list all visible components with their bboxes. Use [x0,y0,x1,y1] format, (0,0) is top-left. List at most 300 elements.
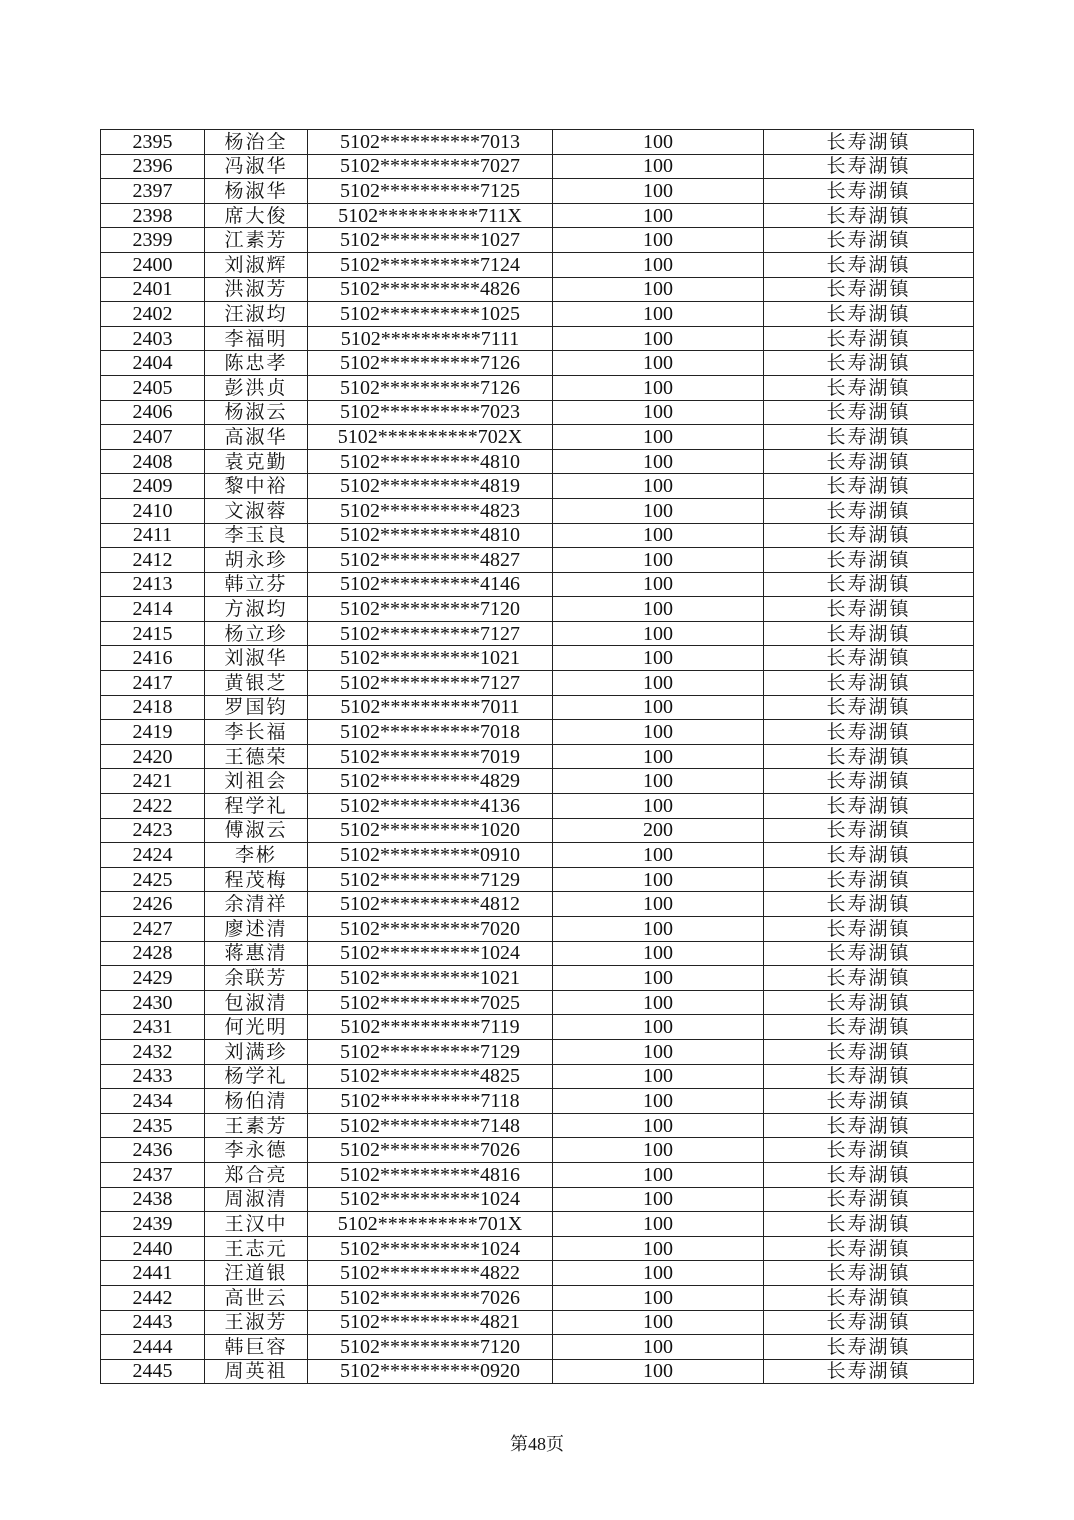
table-row [101,1236,974,1261]
name-cell: 郑合亮 [205,1162,308,1187]
amount-cell: 100 [553,400,764,425]
table-row [101,695,974,720]
row-number-cell: 2443 [101,1310,205,1335]
town-cell: 长寿湖镇 [764,818,974,843]
name-cell: 周英祖 [205,1359,308,1384]
table-row [101,1285,974,1310]
town-cell: 长寿湖镇 [764,1236,974,1261]
id-number-cell: 5102**********4812 [308,892,553,917]
id-number-cell: 5102**********4827 [308,548,553,573]
town-cell: 长寿湖镇 [764,1212,974,1237]
name-cell: 周淑清 [205,1187,308,1212]
row-number-cell: 2409 [101,474,205,499]
table-row [101,326,974,351]
town-cell: 长寿湖镇 [764,917,974,942]
town-cell: 长寿湖镇 [764,326,974,351]
id-number-cell: 5102**********7125 [308,179,553,204]
name-cell: 文淑蓉 [205,498,308,523]
table-row [101,1039,974,1064]
town-cell: 长寿湖镇 [764,1138,974,1163]
table-row [101,375,974,400]
amount-cell: 100 [553,1089,764,1114]
table-row [101,818,974,843]
name-cell: 杨淑华 [205,179,308,204]
id-number-cell: 5102**********4829 [308,769,553,794]
name-cell: 黎中裕 [205,474,308,499]
table-row [101,1187,974,1212]
amount-cell: 100 [553,154,764,179]
id-number-cell: 5102**********1021 [308,966,553,991]
row-number-cell: 2419 [101,720,205,745]
town-cell: 长寿湖镇 [764,203,974,228]
name-cell: 李永德 [205,1138,308,1163]
row-number-cell: 2430 [101,990,205,1015]
id-number-cell: 5102**********4823 [308,498,553,523]
name-cell: 王素芳 [205,1113,308,1138]
row-number-cell: 2440 [101,1236,205,1261]
name-cell: 韩立芬 [205,572,308,597]
id-number-cell: 5102**********7124 [308,252,553,277]
amount-cell: 100 [553,203,764,228]
amount-cell: 100 [553,1212,764,1237]
table-row [101,1212,974,1237]
town-cell: 长寿湖镇 [764,1113,974,1138]
amount-cell: 100 [553,1138,764,1163]
table-row [101,130,974,155]
table-row [101,1359,974,1384]
name-cell: 汪道银 [205,1261,308,1286]
name-cell: 刘淑辉 [205,252,308,277]
row-number-cell: 2421 [101,769,205,794]
id-number-cell: 5102**********1020 [308,818,553,843]
name-cell: 杨学礼 [205,1064,308,1089]
id-number-cell: 5102**********0910 [308,843,553,868]
amount-cell: 100 [553,228,764,253]
town-cell: 长寿湖镇 [764,867,974,892]
amount-cell: 100 [553,695,764,720]
id-number-cell: 5102**********4822 [308,1261,553,1286]
row-number-cell: 2438 [101,1187,205,1212]
town-cell: 长寿湖镇 [764,1335,974,1360]
name-cell: 高淑华 [205,425,308,450]
amount-cell: 100 [553,1310,764,1335]
amount-cell: 100 [553,498,764,523]
town-cell: 长寿湖镇 [764,990,974,1015]
amount-cell: 100 [553,1359,764,1384]
name-cell: 袁克勤 [205,449,308,474]
amount-cell: 100 [553,1015,764,1040]
id-number-cell: 5102**********7119 [308,1015,553,1040]
name-cell: 余清祥 [205,892,308,917]
amount-cell: 100 [553,990,764,1015]
table-row [101,523,974,548]
town-cell: 长寿湖镇 [764,277,974,302]
name-cell: 陈忠孝 [205,351,308,376]
table-row [101,843,974,868]
amount-cell: 100 [553,966,764,991]
name-cell: 汪淑均 [205,302,308,327]
town-cell: 长寿湖镇 [764,1039,974,1064]
name-cell: 刘淑华 [205,646,308,671]
name-cell: 王淑芳 [205,1310,308,1335]
table-row [101,1015,974,1040]
town-cell: 长寿湖镇 [764,671,974,696]
table-row [101,892,974,917]
row-number-cell: 2418 [101,695,205,720]
amount-cell: 100 [553,1113,764,1138]
table-row [101,621,974,646]
row-number-cell: 2406 [101,400,205,425]
row-number-cell: 2437 [101,1162,205,1187]
town-cell: 长寿湖镇 [764,179,974,204]
table-row [101,572,974,597]
row-number-cell: 2397 [101,179,205,204]
amount-cell: 100 [553,1236,764,1261]
name-cell: 韩巨容 [205,1335,308,1360]
table-row [101,769,974,794]
id-number-cell: 5102**********1024 [308,1187,553,1212]
name-cell: 高世云 [205,1285,308,1310]
town-cell: 长寿湖镇 [764,744,974,769]
name-cell: 李玉良 [205,523,308,548]
row-number-cell: 2424 [101,843,205,868]
row-number-cell: 2432 [101,1039,205,1064]
table-row [101,720,974,745]
row-number-cell: 2402 [101,302,205,327]
row-number-cell: 2407 [101,425,205,450]
table-row [101,203,974,228]
id-number-cell: 5102**********1024 [308,1236,553,1261]
town-cell: 长寿湖镇 [764,1089,974,1114]
amount-cell: 100 [553,720,764,745]
town-cell: 长寿湖镇 [764,843,974,868]
name-cell: 王汉中 [205,1212,308,1237]
name-cell: 刘满珍 [205,1039,308,1064]
id-number-cell: 5102**********7023 [308,400,553,425]
name-cell: 廖述清 [205,917,308,942]
town-cell: 长寿湖镇 [764,252,974,277]
table-row [101,1335,974,1360]
amount-cell: 100 [553,917,764,942]
id-number-cell: 5102**********7120 [308,597,553,622]
id-number-cell: 5102**********4825 [308,1064,553,1089]
amount-cell: 100 [553,179,764,204]
id-number-cell: 5102**********7013 [308,130,553,155]
town-cell: 长寿湖镇 [764,941,974,966]
row-number-cell: 2396 [101,154,205,179]
id-number-cell: 5102**********4826 [308,277,553,302]
town-cell: 长寿湖镇 [764,425,974,450]
name-cell: 程茂梅 [205,867,308,892]
amount-cell: 100 [553,867,764,892]
name-cell: 李长福 [205,720,308,745]
town-cell: 长寿湖镇 [764,1285,974,1310]
row-number-cell: 2429 [101,966,205,991]
table-row [101,597,974,622]
name-cell: 李福明 [205,326,308,351]
row-number-cell: 2417 [101,671,205,696]
id-number-cell: 5102**********4810 [308,523,553,548]
table-row [101,400,974,425]
id-number-cell: 5102**********7111 [308,326,553,351]
amount-cell: 100 [553,892,764,917]
table-row [101,474,974,499]
id-number-cell: 5102**********1021 [308,646,553,671]
town-cell: 长寿湖镇 [764,302,974,327]
id-number-cell: 5102**********4816 [308,1162,553,1187]
row-number-cell: 2441 [101,1261,205,1286]
id-number-cell: 5102**********7118 [308,1089,553,1114]
name-cell: 王志元 [205,1236,308,1261]
town-cell: 长寿湖镇 [764,794,974,819]
id-number-cell: 5102**********0920 [308,1359,553,1384]
name-cell: 余联芳 [205,966,308,991]
table-row [101,449,974,474]
row-number-cell: 2426 [101,892,205,917]
name-cell: 冯淑华 [205,154,308,179]
amount-cell: 100 [553,130,764,155]
row-number-cell: 2444 [101,1335,205,1360]
row-number-cell: 2401 [101,277,205,302]
town-cell: 长寿湖镇 [764,523,974,548]
row-number-cell: 2422 [101,794,205,819]
table-row [101,1064,974,1089]
amount-cell: 100 [553,375,764,400]
name-cell: 杨伯清 [205,1089,308,1114]
name-cell: 李彬 [205,843,308,868]
amount-cell: 100 [553,843,764,868]
roster-table-body [101,130,974,1384]
id-number-cell: 5102**********7027 [308,154,553,179]
table-row [101,794,974,819]
id-number-cell: 5102**********7126 [308,375,553,400]
table-row [101,867,974,892]
row-number-cell: 2404 [101,351,205,376]
table-row [101,548,974,573]
name-cell: 杨淑云 [205,400,308,425]
amount-cell: 100 [553,941,764,966]
amount-cell: 100 [553,277,764,302]
table-row [101,671,974,696]
row-number-cell: 2414 [101,597,205,622]
row-number-cell: 2436 [101,1138,205,1163]
id-number-cell: 5102**********1024 [308,941,553,966]
amount-cell: 100 [553,646,764,671]
amount-cell: 100 [553,302,764,327]
table-row [101,498,974,523]
town-cell: 长寿湖镇 [764,548,974,573]
town-cell: 长寿湖镇 [764,1261,974,1286]
name-cell: 胡永珍 [205,548,308,573]
id-number-cell: 5102**********7129 [308,867,553,892]
amount-cell: 100 [553,597,764,622]
table-row [101,917,974,942]
row-number-cell: 2415 [101,621,205,646]
row-number-cell: 2431 [101,1015,205,1040]
town-cell: 长寿湖镇 [764,1359,974,1384]
row-number-cell: 2400 [101,252,205,277]
id-number-cell: 5102**********4810 [308,449,553,474]
amount-cell: 100 [553,671,764,696]
id-number-cell: 5102**********1025 [308,302,553,327]
town-cell: 长寿湖镇 [764,597,974,622]
id-number-cell: 5102**********7026 [308,1138,553,1163]
town-cell: 长寿湖镇 [764,400,974,425]
row-number-cell: 2405 [101,375,205,400]
name-cell: 程学礼 [205,794,308,819]
name-cell: 刘祖会 [205,769,308,794]
id-number-cell: 5102**********4146 [308,572,553,597]
table-row [101,990,974,1015]
town-cell: 长寿湖镇 [764,646,974,671]
amount-cell: 100 [553,621,764,646]
amount-cell: 200 [553,818,764,843]
row-number-cell: 2439 [101,1212,205,1237]
amount-cell: 100 [553,523,764,548]
town-cell: 长寿湖镇 [764,154,974,179]
town-cell: 长寿湖镇 [764,449,974,474]
amount-cell: 100 [553,744,764,769]
table-row [101,1162,974,1187]
table-row [101,1261,974,1286]
table-row [101,154,974,179]
id-number-cell: 5102**********7011 [308,695,553,720]
name-cell: 江素芳 [205,228,308,253]
table-row [101,228,974,253]
row-number-cell: 2428 [101,941,205,966]
table-row [101,425,974,450]
id-number-cell: 5102**********4821 [308,1310,553,1335]
amount-cell: 100 [553,572,764,597]
town-cell: 长寿湖镇 [764,474,974,499]
table-row [101,941,974,966]
table-row [101,302,974,327]
amount-cell: 100 [553,769,764,794]
table-row [101,179,974,204]
id-number-cell: 5102**********702X [308,425,553,450]
id-number-cell: 5102**********7127 [308,621,553,646]
table-row [101,252,974,277]
amount-cell: 100 [553,449,764,474]
name-cell: 彭洪贞 [205,375,308,400]
id-number-cell: 5102**********7025 [308,990,553,1015]
amount-cell: 100 [553,1039,764,1064]
id-number-cell: 5102**********7148 [308,1113,553,1138]
row-number-cell: 2399 [101,228,205,253]
amount-cell: 100 [553,1335,764,1360]
name-cell: 黄银芝 [205,671,308,696]
table-row [101,277,974,302]
table-row [101,646,974,671]
town-cell: 长寿湖镇 [764,351,974,376]
name-cell: 杨治全 [205,130,308,155]
row-number-cell: 2434 [101,1089,205,1114]
id-number-cell: 5102**********1027 [308,228,553,253]
town-cell: 长寿湖镇 [764,1162,974,1187]
row-number-cell: 2433 [101,1064,205,1089]
row-number-cell: 2427 [101,917,205,942]
name-cell: 方淑均 [205,597,308,622]
row-number-cell: 2395 [101,130,205,155]
town-cell: 长寿湖镇 [764,130,974,155]
amount-cell: 100 [553,548,764,573]
town-cell: 长寿湖镇 [764,375,974,400]
row-number-cell: 2398 [101,203,205,228]
town-cell: 长寿湖镇 [764,1064,974,1089]
town-cell: 长寿湖镇 [764,720,974,745]
row-number-cell: 2410 [101,498,205,523]
row-number-cell: 2420 [101,744,205,769]
table-row [101,1089,974,1114]
table-row [101,1310,974,1335]
table-row [101,1138,974,1163]
town-cell: 长寿湖镇 [764,621,974,646]
id-number-cell: 5102**********4819 [308,474,553,499]
town-cell: 长寿湖镇 [764,572,974,597]
row-number-cell: 2416 [101,646,205,671]
name-cell: 何光明 [205,1015,308,1040]
row-number-cell: 2435 [101,1113,205,1138]
amount-cell: 100 [553,351,764,376]
town-cell: 长寿湖镇 [764,498,974,523]
id-number-cell: 5102**********7126 [308,351,553,376]
amount-cell: 100 [553,326,764,351]
town-cell: 长寿湖镇 [764,695,974,720]
table-row [101,351,974,376]
amount-cell: 100 [553,794,764,819]
row-number-cell: 2425 [101,867,205,892]
town-cell: 长寿湖镇 [764,769,974,794]
row-number-cell: 2403 [101,326,205,351]
row-number-cell: 2412 [101,548,205,573]
town-cell: 长寿湖镇 [764,1187,974,1212]
town-cell: 长寿湖镇 [764,892,974,917]
town-cell: 长寿湖镇 [764,966,974,991]
page-footer: 第48页 [510,1434,564,1454]
amount-cell: 100 [553,1064,764,1089]
name-cell: 傅淑云 [205,818,308,843]
amount-cell: 100 [553,1285,764,1310]
table-row [101,1113,974,1138]
name-cell: 蒋惠清 [205,941,308,966]
name-cell: 王德荣 [205,744,308,769]
id-number-cell: 5102**********711X [308,203,553,228]
name-cell: 席大俊 [205,203,308,228]
name-cell: 杨立珍 [205,621,308,646]
id-number-cell: 5102**********701X [308,1212,553,1237]
id-number-cell: 5102**********7120 [308,1335,553,1360]
amount-cell: 100 [553,1261,764,1286]
table-row [101,966,974,991]
amount-cell: 100 [553,1187,764,1212]
amount-cell: 100 [553,1162,764,1187]
id-number-cell: 5102**********7018 [308,720,553,745]
id-number-cell: 5102**********4136 [308,794,553,819]
row-number-cell: 2445 [101,1359,205,1384]
table-row [101,744,974,769]
row-number-cell: 2423 [101,818,205,843]
town-cell: 长寿湖镇 [764,228,974,253]
row-number-cell: 2442 [101,1285,205,1310]
roster-table [100,129,974,1384]
amount-cell: 100 [553,252,764,277]
id-number-cell: 5102**********7127 [308,671,553,696]
name-cell: 包淑清 [205,990,308,1015]
id-number-cell: 5102**********7020 [308,917,553,942]
town-cell: 长寿湖镇 [764,1310,974,1335]
row-number-cell: 2408 [101,449,205,474]
id-number-cell: 5102**********7026 [308,1285,553,1310]
